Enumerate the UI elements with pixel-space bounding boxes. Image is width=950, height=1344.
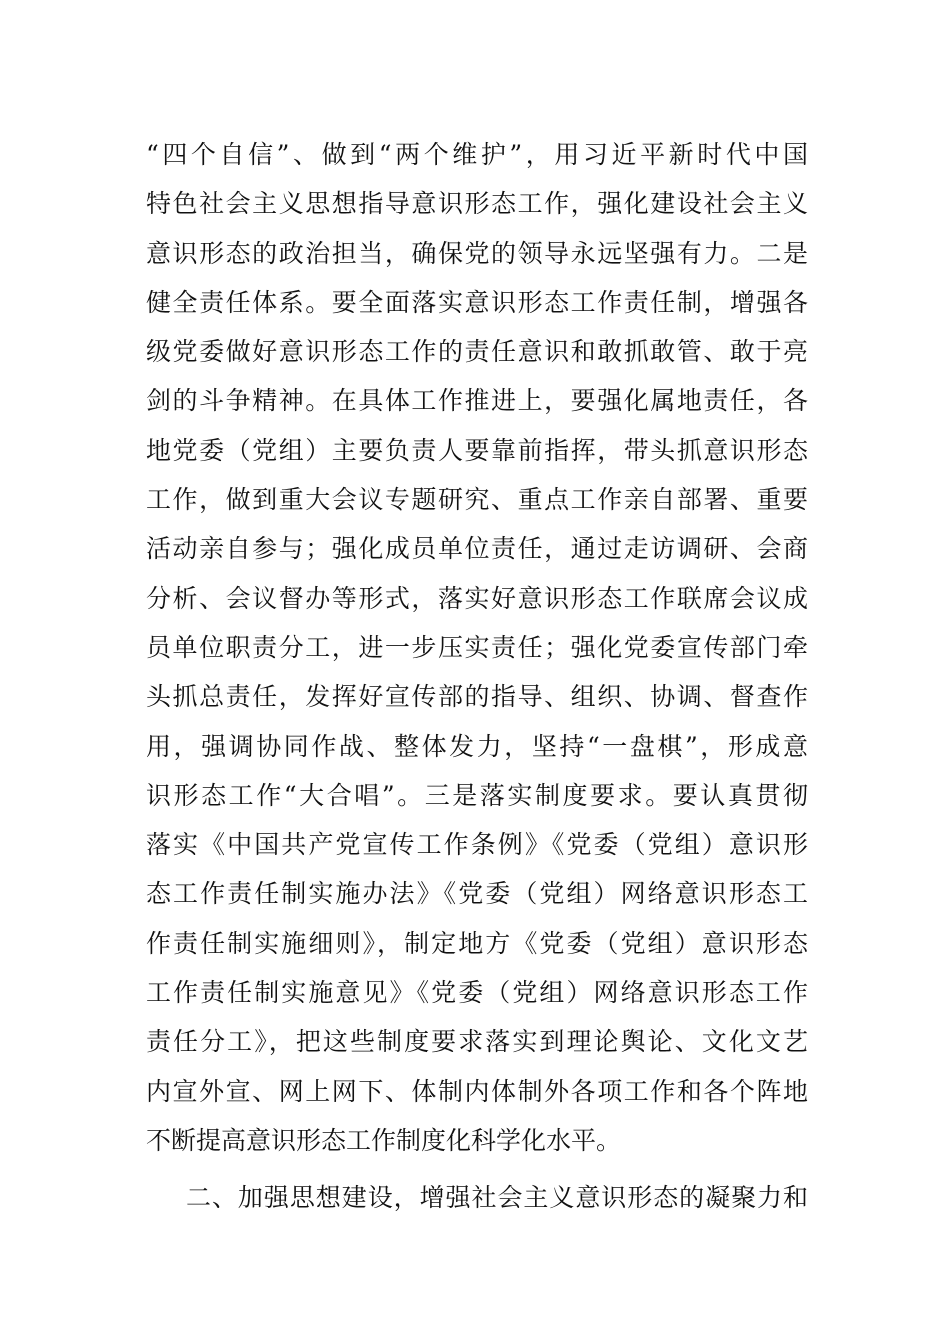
paragraph-line: 不断提高意识形态工作制度化科学化水平。 [146,1125,622,1155]
body-text [146,130,808,1223]
section-heading: 二、加强思想建设，增强社会主义意识形态的凝聚力和 [186,1183,808,1213]
paragraph-line: 剑的斗争精神。在具体工作推进上，要强化属地责任，各 [146,386,808,416]
paragraph-line: 内宣外宣、网上网下、体制内体制外各项工作和各个阵地 [146,1076,808,1106]
paragraph-line: 态工作责任制实施办法》《党委（党组）网络意识形态工 [146,879,808,909]
paragraph-line: 作责任制实施细则》，制定地方《党委（党组）意识形态 [146,928,808,958]
paragraph-line: 地党委（党组）主要负责人要靠前指挥，带头抓意识形态 [146,435,808,465]
paragraph-line: 头抓总责任，发挥好宣传部的指导、组织、协调、督查作 [146,682,808,712]
paragraph-line: 识形态工作“大合唱”。三是落实制度要求。要认真贯彻 [146,780,808,810]
paragraph-line: 健全责任体系。要全面落实意识形态工作责任制，增强各 [146,287,808,317]
paragraph-line: 活动亲自参与；强化成员单位责任，通过走访调研、会商 [146,534,808,564]
paragraph-line: 员单位职责分工，进一步压实责任；强化党委宣传部门牵 [146,632,808,662]
paragraph-line: 工作，做到重大会议专题研究、重点工作亲自部署、重要 [146,485,808,515]
paragraph-line: 意识形态的政治担当，确保党的领导永远坚强有力。二是 [146,238,808,268]
paragraph-line: 用，强调协同作战、整体发力，坚持“一盘棋”，形成意 [146,731,808,761]
paragraph-line: 分析、会议督办等形式，落实好意识形态工作联席会议成 [146,583,808,613]
paragraph-line: 落实《中国共产党宣传工作条例》《党委（党组）意识形 [146,830,808,860]
paragraph-line: 工作责任制实施意见》《党委（党组）网络意识形态工作 [146,978,808,1008]
paragraph-line: “四个自信”、做到“两个维护”，用习近平新时代中国 [146,140,808,169]
paragraph-line: 特色社会主义思想指导意识形态工作，强化建设社会主义 [146,189,808,219]
paragraph-line: 级党委做好意识形态工作的责任意识和敢抓敢管、敢于亮 [146,337,808,367]
paragraph-line: 责任分工》，把这些制度要求落实到理论舆论、文化文艺 [146,1027,808,1057]
